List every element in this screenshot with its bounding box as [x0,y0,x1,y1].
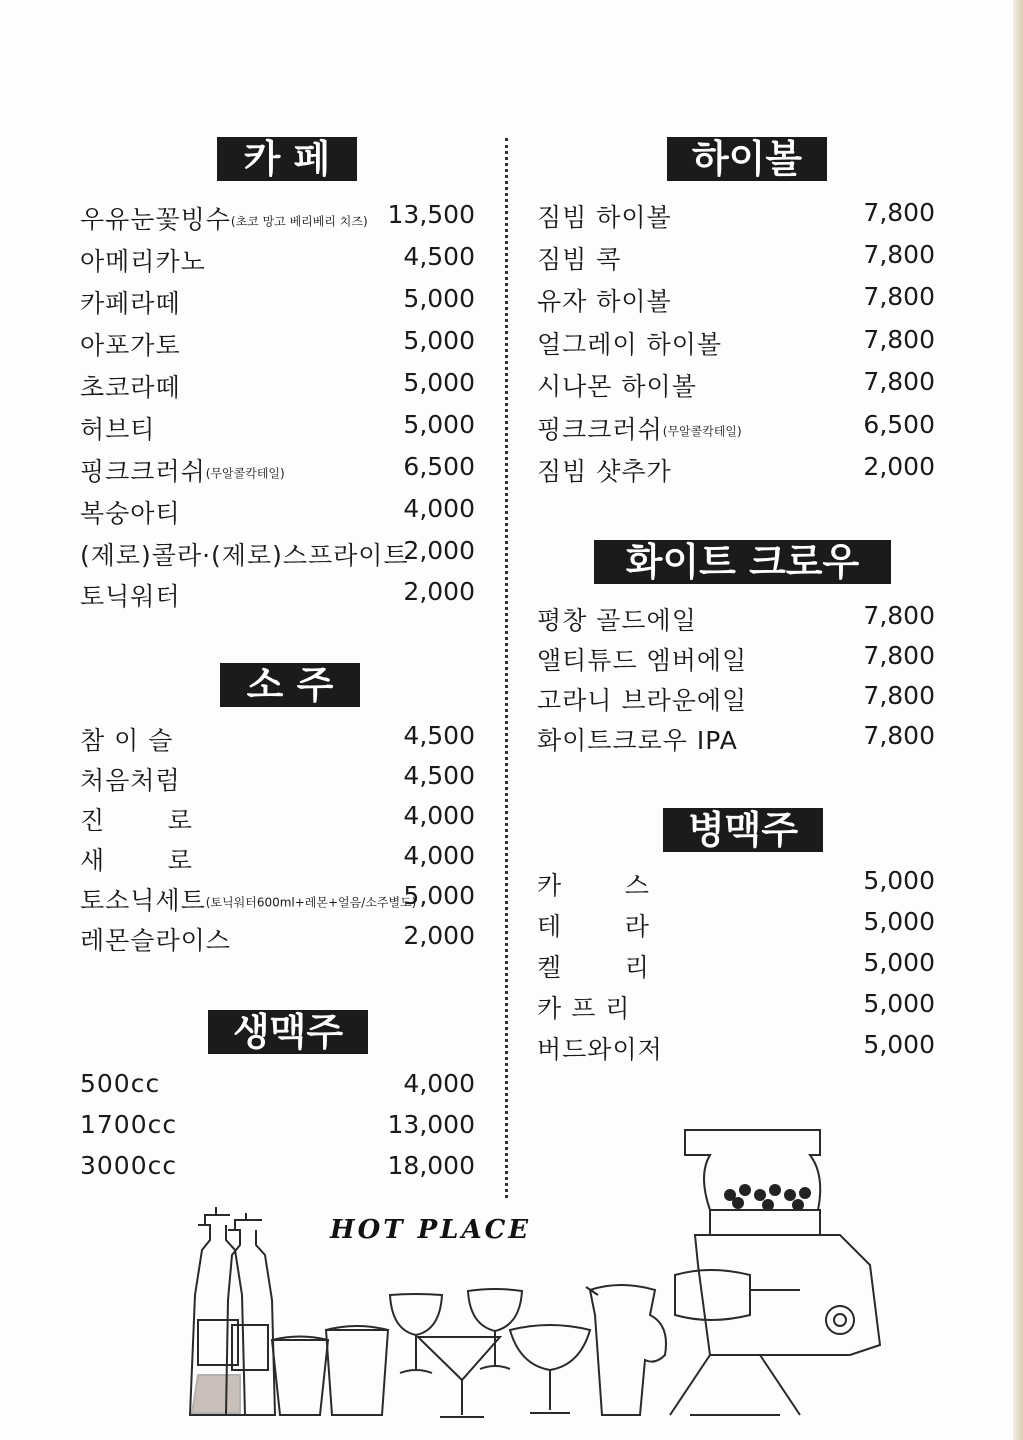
menu-item [80,577,475,617]
menu-item-price: 2,000 [403,536,475,565]
menu-item-name: 레몬슬라이스 [80,926,231,955]
funnel-sketch [670,1355,800,1415]
menu-item-price: 13,000 [387,1110,475,1139]
menu-item-price: 7,800 [863,721,935,750]
menu-item-price: 5,000 [863,866,935,895]
menu-item-price: 7,800 [863,282,935,311]
section-header: 소 주 [220,663,360,707]
menu-item-price: 4,000 [403,494,475,523]
menu-item-price: 5,000 [403,410,475,439]
menu-item-name: 처음처럼 [80,766,181,795]
menu-item [537,240,935,280]
menu-item-name: 복숭아티 [80,499,181,528]
menu-item [80,536,475,576]
menu-item-price: 5,000 [863,1030,935,1059]
menu-item [537,1030,935,1070]
menu-item-name: 허브티 [80,415,156,444]
menu-item-price: 7,800 [863,325,935,354]
menu-item [80,284,475,324]
menu-item-price: 4,000 [403,1069,475,1098]
menu-item-name: 카 프 리 [537,994,631,1023]
menu-item-name: 토닉워터 [80,582,181,611]
menu-item [537,367,935,407]
section-header: 병맥주 [663,808,823,852]
menu-item-name: 버드와이저 [537,1035,663,1064]
section-header: 생맥주 [208,1010,368,1054]
brand-text: HOT PLACE [330,1215,532,1245]
menu-item-name: 우유눈꽃빙수 [80,205,231,234]
menu-item-price: 5,000 [403,881,475,910]
menu-item [80,368,475,408]
menu-item [80,1069,475,1109]
menu-item [537,282,935,322]
menu-item-price: 13,500 [387,200,475,229]
menu-item-name: 평창 골드에일 [537,606,697,635]
menu-item-price: 5,000 [403,368,475,397]
menu-item [537,452,935,492]
menu-item-price: 7,800 [863,641,935,670]
menu-item-name: 켈 리 [537,953,650,982]
section-header: 화이트 크로우 [594,540,891,584]
menu-item-name: 초코라떼 [80,373,181,402]
glass-sketch [418,1337,500,1417]
menu-item-price: 4,500 [403,242,475,271]
bottle-sketch [190,1207,245,1415]
menu-item-name: 1700cc [80,1110,178,1139]
menu-item [80,452,475,492]
menu-item-price: 7,800 [863,240,935,269]
grinder-sketch [675,1130,880,1355]
menu-item-name: 3000cc [80,1151,178,1180]
menu-item-price: 5,000 [863,907,935,936]
menu-item-price: 6,500 [403,452,475,481]
menu-item-name: 핑크크러쉬 [537,415,663,444]
drinkware-sketch-illustration [150,1115,910,1425]
glass-sketch [326,1330,388,1415]
menu-item [80,242,475,282]
menu-item [80,841,475,881]
menu-item-name: 유자 하이볼 [537,287,672,316]
menu-item-name: 짐빔 샷추가 [537,457,672,486]
menu-item-name: 진 로 [80,806,193,835]
menu-item [80,410,475,450]
menu-item-price: 5,000 [863,948,935,977]
menu-item-name: 짐빔 하이볼 [537,203,672,232]
menu-item [80,494,475,534]
menu-item [80,761,475,801]
menu-item-price: 2,000 [863,452,935,481]
menu-item [80,881,475,921]
menu-item [537,866,935,906]
glass-sketch [390,1294,442,1373]
menu-item-name: 아포가토 [80,331,181,360]
glass-sketch [272,1340,328,1415]
menu-item [537,601,935,641]
menu-item-name: 카 스 [537,871,650,900]
glass-sketch [510,1325,590,1413]
menu-item-note: (초코 망고 베리베리 치즈) [230,214,368,229]
menu-item-price: 18,000 [387,1151,475,1180]
menu-item-price: 2,000 [403,577,475,606]
menu-item-name: 핑크크러쉬 [80,457,206,486]
menu-item [537,641,935,681]
menu-item-name: 테 라 [537,912,650,941]
menu-item [537,907,935,947]
menu-item-price: 4,000 [403,801,475,830]
menu-item [537,410,935,450]
menu-item-name: 새 로 [80,846,193,875]
menu-item-name: 참 이 슬 [80,726,174,755]
column-divider [505,138,508,1198]
menu-item-name: 500cc [80,1069,161,1098]
menu-item-price: 4,500 [403,761,475,790]
paper-edge [1013,0,1023,1440]
menu-item-price: 5,000 [403,326,475,355]
menu-item-name: 화이트크로우 IPA [537,726,738,755]
menu-item-price: 6,500 [863,410,935,439]
section-header: 카 페 [217,137,357,181]
menu-item-price: 4,000 [403,841,475,870]
menu-item [537,721,935,761]
menu-item-name: 아메리카노 [80,247,206,276]
menu-item-note: (무알콜칵테일) [205,466,285,481]
menu-item [80,200,475,240]
menu-item-note: (토닉워터600ml+레몬+얼음/소주별도) [205,895,417,910]
menu-item-name: 고라니 브라운에일 [537,686,748,715]
menu-item-price: 7,800 [863,198,935,227]
menu-item [80,801,475,841]
menu-item-name: 시나몬 하이볼 [537,372,697,401]
menu-item-price: 7,800 [863,681,935,710]
menu-item [80,326,475,366]
menu-item [537,325,935,365]
menu-item-price: 5,000 [403,284,475,313]
section-header: 하이볼 [667,137,827,181]
menu-item-name: 카페라떼 [80,289,181,318]
menu-item [537,681,935,721]
menu-item-name: 얼그레이 하이볼 [537,330,722,359]
menu-item-name: 앨티튜드 엠버에일 [537,646,748,675]
menu-item [537,989,935,1029]
menu-item-price: 2,000 [403,921,475,950]
menu-item [80,921,475,961]
menu-item-price: 7,800 [863,367,935,396]
menu-item-name: 짐빔 콕 [537,245,622,274]
menu-item-price: 5,000 [863,989,935,1018]
menu-item [537,198,935,238]
pitcher-sketch [586,1285,666,1415]
menu-item-name: 토소닉세트 [80,886,206,915]
menu-item-name: (제로)콜라·(제로)스프라이트 [80,541,409,570]
menu-item-price: 4,500 [403,721,475,750]
menu-item [80,721,475,761]
menu-item-note: (무알콜칵테일) [662,424,742,439]
menu-item [537,948,935,988]
menu-item-price: 7,800 [863,601,935,630]
